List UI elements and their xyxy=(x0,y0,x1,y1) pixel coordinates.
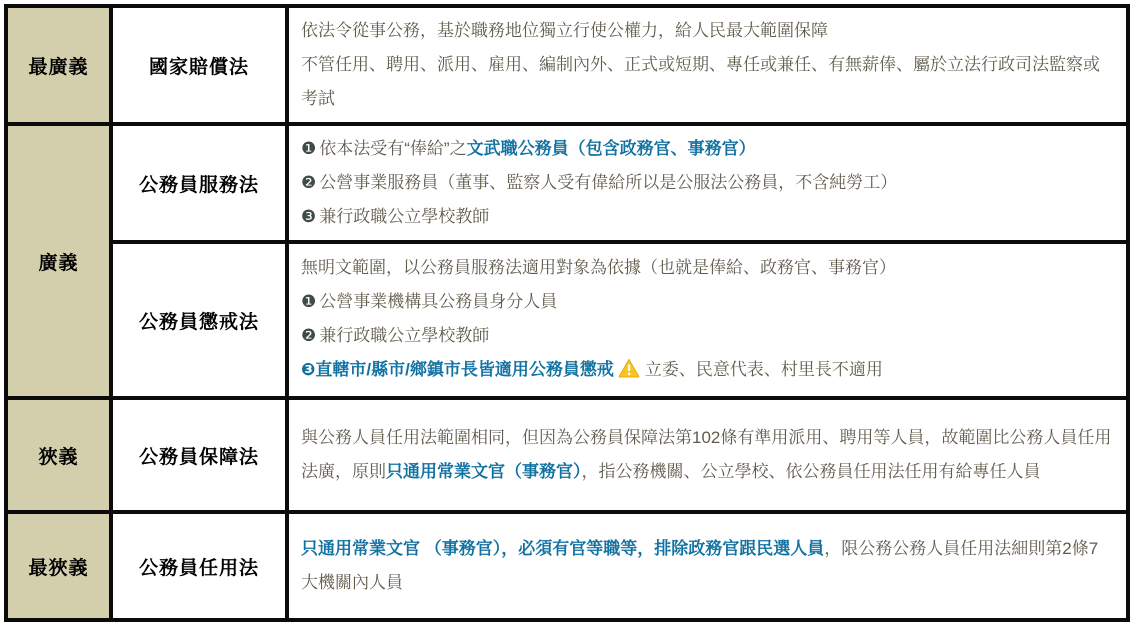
text-segment: 與公務人員任用法範圍相同，但因為公務員保障法第102條有準用派用、聘用等人員，故範圍比公務人員任用法廣，原則 xyxy=(301,428,1112,481)
description-line xyxy=(301,353,1112,390)
description-line xyxy=(301,14,1112,48)
highlight-segment: 只通用常業文官（事務官） xyxy=(386,462,582,481)
law-cell: 公務員保障法 xyxy=(111,398,287,512)
scope-cell: 最廣義 xyxy=(6,6,111,124)
law-cell: 公務員懲戒法 xyxy=(111,242,287,398)
bullet-number-icon: ❷ xyxy=(301,173,317,192)
text-segment: 公營事業服務員（董事、監察人受有偉給所以是公服法公務員，不含純勞工） xyxy=(319,173,898,192)
definition-table xyxy=(4,4,1130,622)
description-line xyxy=(301,421,1112,489)
description-line xyxy=(301,285,1112,319)
description-line xyxy=(301,532,1112,600)
bullet-number-icon: ❶ xyxy=(301,291,317,311)
text-segment: ，限公務公務人員任用法細則第2條7大機關內人員 xyxy=(301,539,1099,592)
description-line xyxy=(301,251,1112,285)
text-segment: 依本法受有“俸給”之 xyxy=(319,139,467,158)
highlight-segment: ❸直轄市/縣市/鄉鎮市長皆適用公務員懲戒 xyxy=(301,359,614,379)
text-segment: 無明文範圍，以公務員服務法適用對象為依據（也就是俸給、政務官、事務官） xyxy=(301,257,896,277)
description-line xyxy=(301,132,1112,166)
text-segment: 依法令從事公務，基於職務地位獨立行使公權力，給人民最大範圍保障 xyxy=(301,21,828,40)
table-row xyxy=(6,6,1128,124)
bullet-number-icon: ❷ xyxy=(301,325,317,345)
table-row xyxy=(6,242,1128,398)
description-cell xyxy=(287,512,1128,620)
table-row xyxy=(6,398,1128,512)
warning-icon xyxy=(618,356,640,390)
scope-cell: 狹義 xyxy=(6,398,111,512)
law-cell: 公務員任用法 xyxy=(111,512,287,620)
description-cell xyxy=(287,398,1128,512)
text-segment: 公營事業機構具公務員身分人員 xyxy=(319,291,558,311)
table-row xyxy=(6,124,1128,242)
table-row xyxy=(6,512,1128,620)
definition-table-body xyxy=(6,6,1128,620)
text-segment: 兼行政職公立學校教師 xyxy=(319,207,490,226)
text-segment: 立委、民意代表、村里長不適用 xyxy=(644,359,883,379)
text-segment: ，指公務機關、公立學校、依公務員任用法任用有給專任人員 xyxy=(581,462,1041,481)
scope-cell: 最狹義 xyxy=(6,512,111,620)
description-cell xyxy=(287,242,1128,398)
description-line xyxy=(301,319,1112,353)
description-line xyxy=(301,166,1112,200)
text-segment: 不管任用、聘用、派用、雇用、編制內外、正式或短期、專任或兼任、有無薪俸、屬於立法行政司法監察或考試 xyxy=(301,55,1100,108)
highlight-segment: 只通用常業文官 （事務官），必須有官等職等，排除政務官跟民選人員 xyxy=(301,539,825,558)
description-cell xyxy=(287,6,1128,124)
law-cell: 國家賠償法 xyxy=(111,6,287,124)
description-line xyxy=(301,48,1112,116)
highlight-segment: 文武職公務員（包含政務官、事務官） xyxy=(466,139,756,158)
scope-cell: 廣義 xyxy=(6,124,111,398)
text-segment: 兼行政職公立學校教師 xyxy=(319,325,490,345)
bullet-number-icon: ❶ xyxy=(301,139,317,158)
bullet-number-icon: ❸ xyxy=(301,207,317,226)
description-line xyxy=(301,200,1112,234)
description-cell xyxy=(287,124,1128,242)
law-cell: 公務員服務法 xyxy=(111,124,287,242)
